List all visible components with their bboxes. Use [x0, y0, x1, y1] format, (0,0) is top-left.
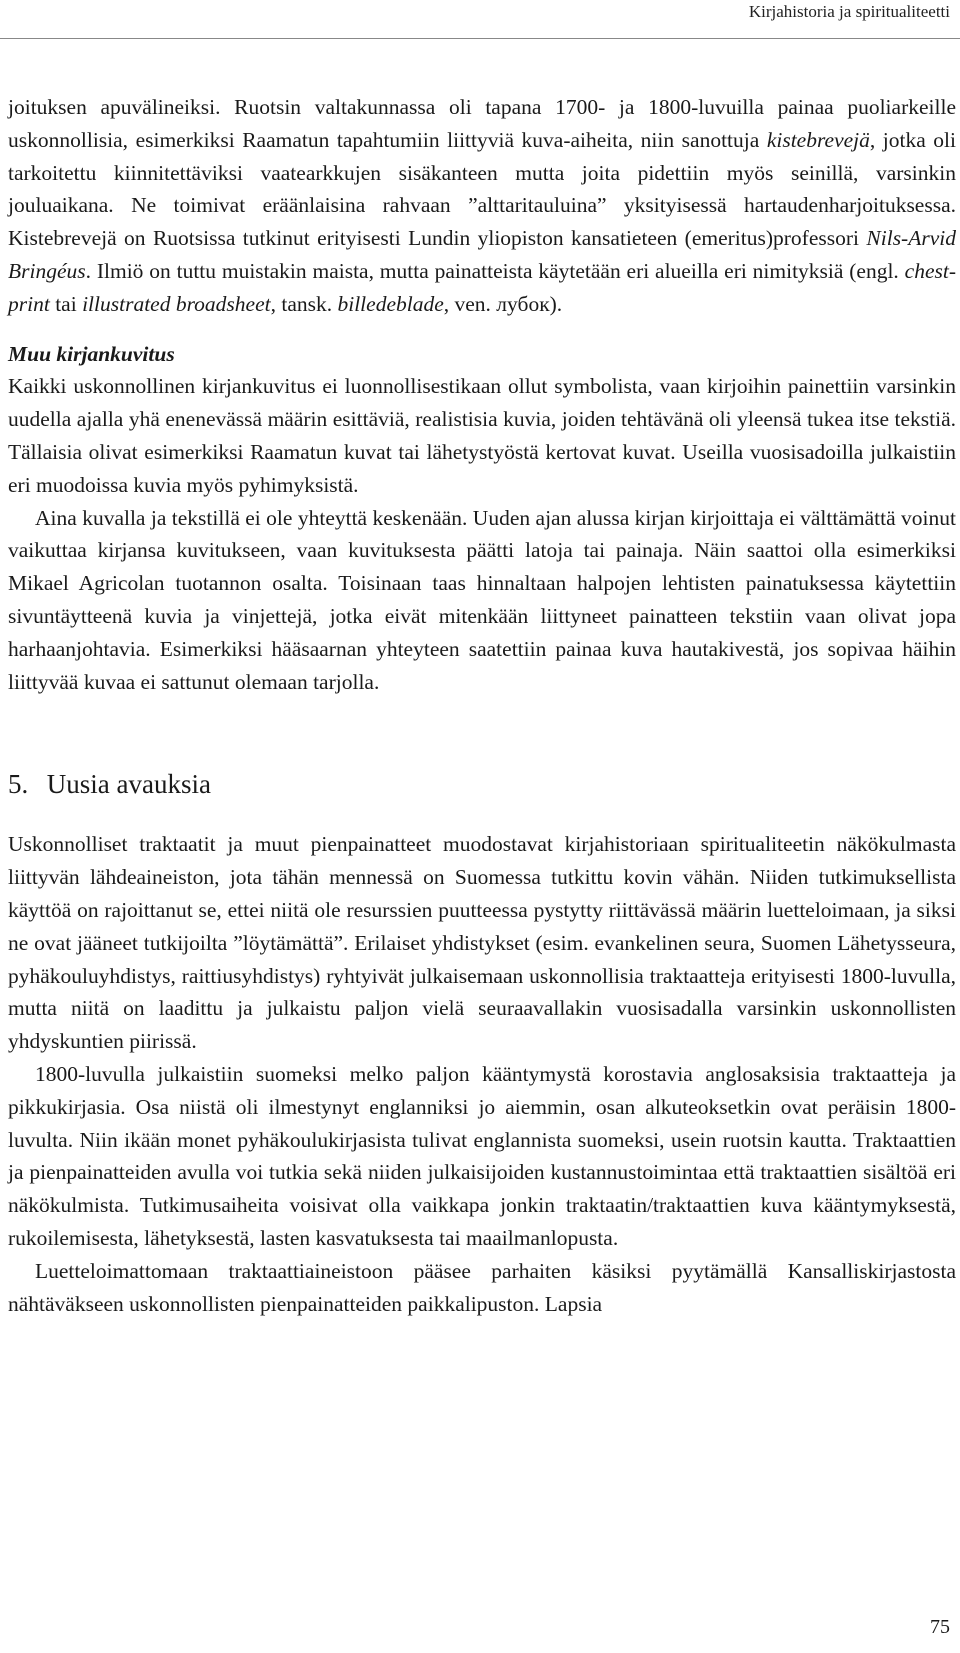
page-body	[8, 91, 956, 1320]
italic-term: billedeblade	[337, 291, 444, 316]
italic-term: illustrated broadsheet	[82, 291, 271, 316]
section-subheading: Muu kirjankuvitus	[8, 341, 175, 366]
text-run: . Ilmiö on tuttu muistakin maista, mutta painatteista käytetään eri alueilla eri nimityksiä (engl.	[85, 258, 905, 283]
chapter-title: Uusia avauksia	[46, 769, 211, 800]
italic-term: chest-print	[8, 258, 956, 316]
text-run: tai	[49, 291, 83, 316]
paragraph-kirjankuvitus: Kaikki uskonnollinen kirjankuvitus ei luonnollisestikaan ollut symbolista, vaan kirjoihin painettiin varsinkin uudella ajalla yhä enenevässä määrin esittäviä, realistisia kuvia, joiden tehtävänä oli yleensä tukea itse tekstiä. Tällaisia olivat esimerkiksi Raamatun kuvat tai lähetystyöstä kertovat kuvat. Useilla vuosisadoilla julkaistiin eri muodoissa kuvia myös pyhimyksistä.	[8, 374, 956, 497]
paragraph-anglosaksiset: 1800-luvulla julkaistiin suomeksi melko paljon kääntymystä korostavia anglosaksisia traktaatteja ja pikkukirjasia. Osa niistä oli ilmestynyt englanniksi jo aiemmin, osan alkuteoksetkin ovat peräisin 1800-luvulta. Niin ikään monet pyhäkoulukirjasista tulivat englannista suomeksi, usein ruotsin kautta. Traktaattien ja pienpainatteiden avulla voi tutkia sekä niiden julkaisijoiden kustannustoimintaa että traktaattien sisältöä eri näkökulmista. Tutkimusaiheita voisivat olla vaikkapa jonkin traktaatin/traktaattien kuva kääntymyksestä, rukoilemisesta, lähetyksestä, lasten kasvatuksesta tai maailmanlopusta.	[8, 1061, 956, 1250]
italic-term: kistebrevejä	[766, 127, 870, 152]
paragraph-luettelointi: Luetteloimattomaan traktaattiaineistoon pääsee parhaiten käsiksi pyytämällä Kansalliskirjastosta nähtäväkseen uskonnollisten pienpainatteiden paikkalipuston. Lapsia	[8, 1258, 956, 1316]
paragraph-traktaatit: Uskonnolliset traktaatit ja muut pienpainatteet muodostavat kirjahistoriaan spiritualiteetin näkökulmasta liittyvän lähdeaineiston, jota tähän mennessä on Suomessa tutkittu kovin vähän. Niiden tutkimuksellista käyttöä on rajoittanut se, ettei niitä ole resurssien puutteessa pystytty riittävässä määrin luetteloimaan, ja siksi ne ovat jääneet tutkijoilta ”löytämättä”. Erilaiset yhdistykset (esim. evankelinen seura, Suomen Lähetysseura, pyhäkouluyhdistys, raittiusyhdistys) ryhtyivät julkaisemaan uskonnollisia traktaatteja erityisesti 1800-luvulla, mutta niitä on laadittu ja julkaistu paljon vielä seuraavallakin vuosisadalla varsinkin uskonnollisten yhdyskuntien piirissä.	[8, 832, 956, 1054]
running-title: Kirjahistoria ja spiritualiteetti	[748, 2, 950, 21]
header-rule	[0, 38, 960, 39]
paragraph-kistebrevit	[8, 91, 956, 321]
italic-name: Nils-Arvid Bringéus	[8, 226, 956, 283]
running-header	[0, 0, 960, 39]
text-run: , ven. лубок).	[443, 291, 563, 316]
chapter-heading	[8, 767, 956, 801]
page-number: 75	[930, 1616, 950, 1638]
text-run: , jotka oli tarkoitettu kiinnitettäviksi vaatearkkujen sisäkanteen mutta joita pidettiin myös seinillä, varsinkin jouluaikana. Ne toimivat eräänlaisina rahvaan ”alttaritauluina” yksityisessä hartaudenharjoituksessa. Kistebrevejä on Ruotsissa tutkinut erityisesti Lundin yliopiston kansatieteen (emeritus)professori	[8, 127, 956, 251]
text-run: , tansk.	[270, 291, 338, 316]
paragraph-kuva-ja-teksti: Aina kuvalla ja tekstillä ei ole yhteyttä keskenään. Uuden ajan alussa kirjan kirjoittaja ei välttämättä voinut vaikuttaa kirjansa kuvitukseen, vaan kuvituksesta päätti latoja tai painaja. Näin saattoi olla esimerkiksi Mikael Agricolan tuotannon osalta. Toisinaan taas hinnaltaan halpojen lehtisten painatuksessa käytettiin sivuntäytteenä kuvia ja vinjettejä, jotka eivät mitenkään liittyneet painatteen tekstiin vaan olivat jopa harhaanjohtavia. Esimerkiksi hääsaarnan yhteyteen saatettiin painaa kuva hautakivestä, jos sopivaa häihin liittyvää kuvaa ei sattunut olemaan tarjolla.	[8, 505, 956, 694]
text-run: joituksen apuvälineiksi. Ruotsin valtakunnassa oli tapana 1700- ja 1800-luvuilla painaa puoliarkeille uskonnollisia, esimerkiksi Raamatun tapahtumiin liittyviä kuva-aiheita, niin sanottuja	[8, 95, 956, 152]
chapter-number: 5.	[8, 769, 29, 800]
